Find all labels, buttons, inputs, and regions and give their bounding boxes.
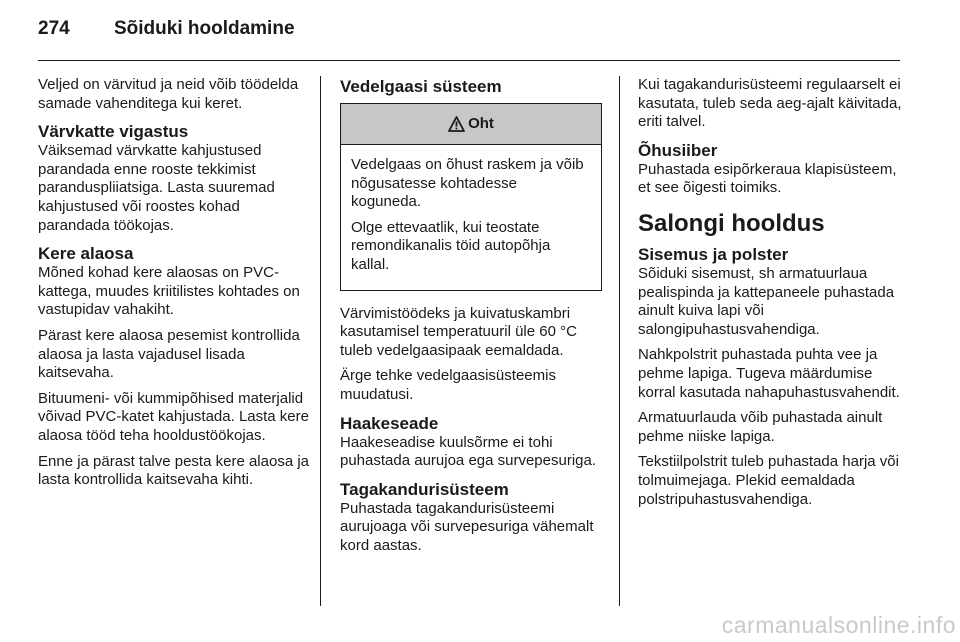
interior-paragraph-3: Armatuurlauda võib puhastada ainult pehme niiske lapiga. bbox=[638, 409, 883, 445]
interior-care-heading: Salongi hooldus bbox=[638, 209, 825, 237]
underbody-paragraph-2: Pärast kere alaosa pesemist kontrollida alaosa ja lasta vajadusel lisada kaitsevaha. bbox=[38, 326, 300, 382]
rear-carrier-paragraph: Puhastada tagakandurisüsteemi aurujoaga või survepesuriga vähemalt kord aastas. bbox=[340, 499, 594, 554]
warning-paragraph-2: Olge ettevaatlik, kui teostate remondikanalis töid autopõhja kallal. bbox=[351, 218, 551, 273]
danger-warning-box bbox=[340, 103, 602, 291]
warning-header bbox=[341, 104, 601, 145]
towbar-heading: Haakeseade bbox=[340, 413, 439, 433]
rear-carrier-continued-paragraph: Kui tagakandurisüsteemi regulaarselt ei kasutata, tuleb seda aeg-ajalt käivitada, eriti talvel. bbox=[638, 76, 902, 131]
page-header bbox=[38, 18, 295, 48]
lpg-paragraph-2: Ärge tehke vedelgaasisüsteemis muudatusi. bbox=[340, 367, 556, 403]
interior-upholstery-heading: Sisemus ja polster bbox=[638, 244, 789, 264]
paint-damage-heading: Värvkatte vigastus bbox=[38, 122, 189, 142]
warning-triangle-icon bbox=[448, 116, 465, 132]
rear-carrier-heading: Tagakandurisüsteem bbox=[340, 479, 509, 499]
column-1 bbox=[38, 76, 310, 497]
warning-label: Oht bbox=[468, 114, 494, 132]
interior-paragraph-4: Tekstiilpolstrit tuleb puhastada harja või tolmuimejaga. Plekid eemaldada polstripuhastusvahendiga. bbox=[638, 453, 899, 508]
air-flap-heading: Õhusiiber bbox=[638, 140, 718, 160]
interior-paragraph-2: Nahkpolstrit puhastada puhta vee ja pehme lapiga. Tugeva määrdumise korral kasutada nahapuhastusvahendit. bbox=[638, 346, 900, 401]
interior-paragraph-1: Sõiduki sisemust, sh armatuurlaua pealispinda ja kattepaneele puhastada ainult kuiva lapi või salongipuhastusvahendiga. bbox=[638, 264, 895, 338]
column-2 bbox=[340, 76, 602, 563]
warning-body bbox=[341, 145, 601, 290]
lpg-paragraph-1: Värvimistöödeks ja kuivatuskambri kasutamisel temperatuuril üle 60 °C tuleb vedelgaasipaak eemaldada. bbox=[340, 304, 577, 359]
column-divider-2 bbox=[619, 76, 620, 606]
underbody-heading: Kere alaosa bbox=[38, 244, 134, 264]
paint-damage-paragraph: Väiksemad värvkatte kahjustused parandada enne rooste tekkimist paranduspliiatsiga. Lasta suuremad kahjustused või roostes kohad parandada töökojas. bbox=[38, 142, 275, 234]
towbar-paragraph: Haakeseadise kuulsõrme ei tohi puhastada aurujoa ega survepesuriga. bbox=[340, 433, 597, 470]
column-3 bbox=[638, 76, 902, 516]
underbody-paragraph-1: Mõned kohad kere alaosas on PVC-kattega, muudes kriitilistes kohtades on vastupidav vahakiht. bbox=[38, 264, 300, 319]
air-flap-paragraph: Puhastada esipõrkeraua klapisüsteem, et see õigesti toimiks. bbox=[638, 160, 897, 197]
underbody-paragraph-4: Enne ja pärast talve pesta kere alaosa ja lasta kontrollida kaitsevaha kihti. bbox=[38, 452, 310, 489]
warning-paragraph-1: Vedelgaas on õhust raskem ja võib nõgusatesse kohtadesse koguneda. bbox=[351, 156, 584, 211]
page-title: Sõiduki hooldamine bbox=[114, 18, 295, 39]
header-divider bbox=[38, 60, 900, 61]
page-number: 274 bbox=[38, 18, 70, 39]
rims-paragraph: Veljed on värvitud ja neid võib töödelda samade vahenditega kui keret. bbox=[38, 76, 299, 112]
lpg-system-heading: Vedelgaasi süsteem bbox=[340, 77, 502, 96]
watermark: carmanualsonline.info bbox=[721, 612, 956, 638]
underbody-paragraph-3: Bituumeni- või kummipõhised materjalid võivad PVC-katet kahjustada. Lasta kere alaosa tööd teha hooldustöökojas. bbox=[38, 389, 309, 444]
column-divider-1 bbox=[320, 76, 321, 606]
